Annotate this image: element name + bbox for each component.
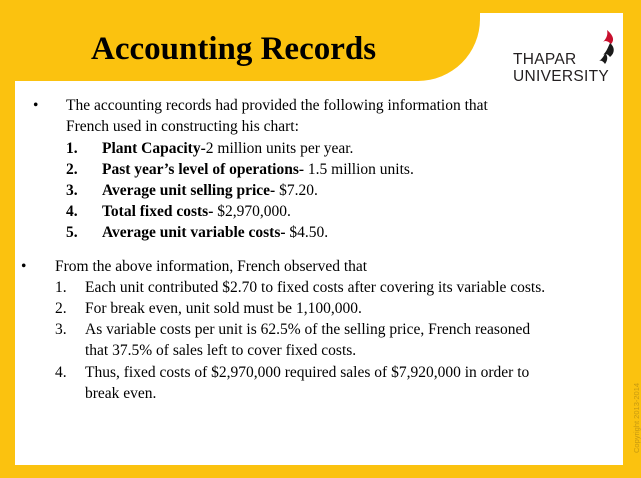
list-item: For break even, unit sold must be 1,100,000. xyxy=(85,300,362,317)
list-item: Past year’s level of operations- 1.5 million units. xyxy=(102,161,414,178)
list-item-number: 1. xyxy=(66,140,78,157)
list-item: As variable costs per unit is 62.5% of the selling price, French reasoned xyxy=(85,321,531,338)
list-item: Total fixed costs- $2,970,000. xyxy=(102,203,291,220)
slide-title: Accounting Records xyxy=(91,31,377,67)
list-item-number: 2. xyxy=(55,300,67,317)
list-item-number: 3. xyxy=(55,321,67,338)
list-item: Thus, fixed costs of $2,970,000 required sales of $7,920,000 in order to xyxy=(85,364,530,381)
slide xyxy=(15,13,641,465)
list-item-number: 5. xyxy=(66,224,78,241)
logo-line-2: UNIVERSITY xyxy=(513,68,610,85)
list-item-continuation: that 37.5% of sales left to cover fixed costs. xyxy=(85,342,357,359)
section-2-intro: From the above information, French observed that xyxy=(55,258,368,275)
list-item: Plant Capacity-2 million units per year. xyxy=(102,140,354,157)
section-1-intro-line-1: The accounting records had provided the following information that xyxy=(66,97,488,114)
copyright-note: Copyright 2013-2014 xyxy=(632,382,641,453)
list-item-number: 4. xyxy=(66,203,78,220)
list-item-number: 1. xyxy=(55,279,67,296)
bullet: • xyxy=(21,258,27,275)
list-item-number: 3. xyxy=(66,182,78,199)
university-logo xyxy=(513,29,633,91)
list-item: Average unit selling price- $7.20. xyxy=(102,182,318,199)
list-item: Each unit contributed $2.70 to fixed costs after covering its variable costs. xyxy=(85,279,546,296)
section-1-intro-line-2: French used in constructing his chart: xyxy=(66,118,299,135)
list-item-number: 2. xyxy=(66,161,78,178)
list-item: Average unit variable costs- $4.50. xyxy=(102,224,329,241)
bullet: • xyxy=(33,97,39,114)
list-item-number: 4. xyxy=(55,364,67,381)
list-item-continuation: break even. xyxy=(85,385,157,402)
logo-line-1: THAPAR xyxy=(513,51,577,68)
